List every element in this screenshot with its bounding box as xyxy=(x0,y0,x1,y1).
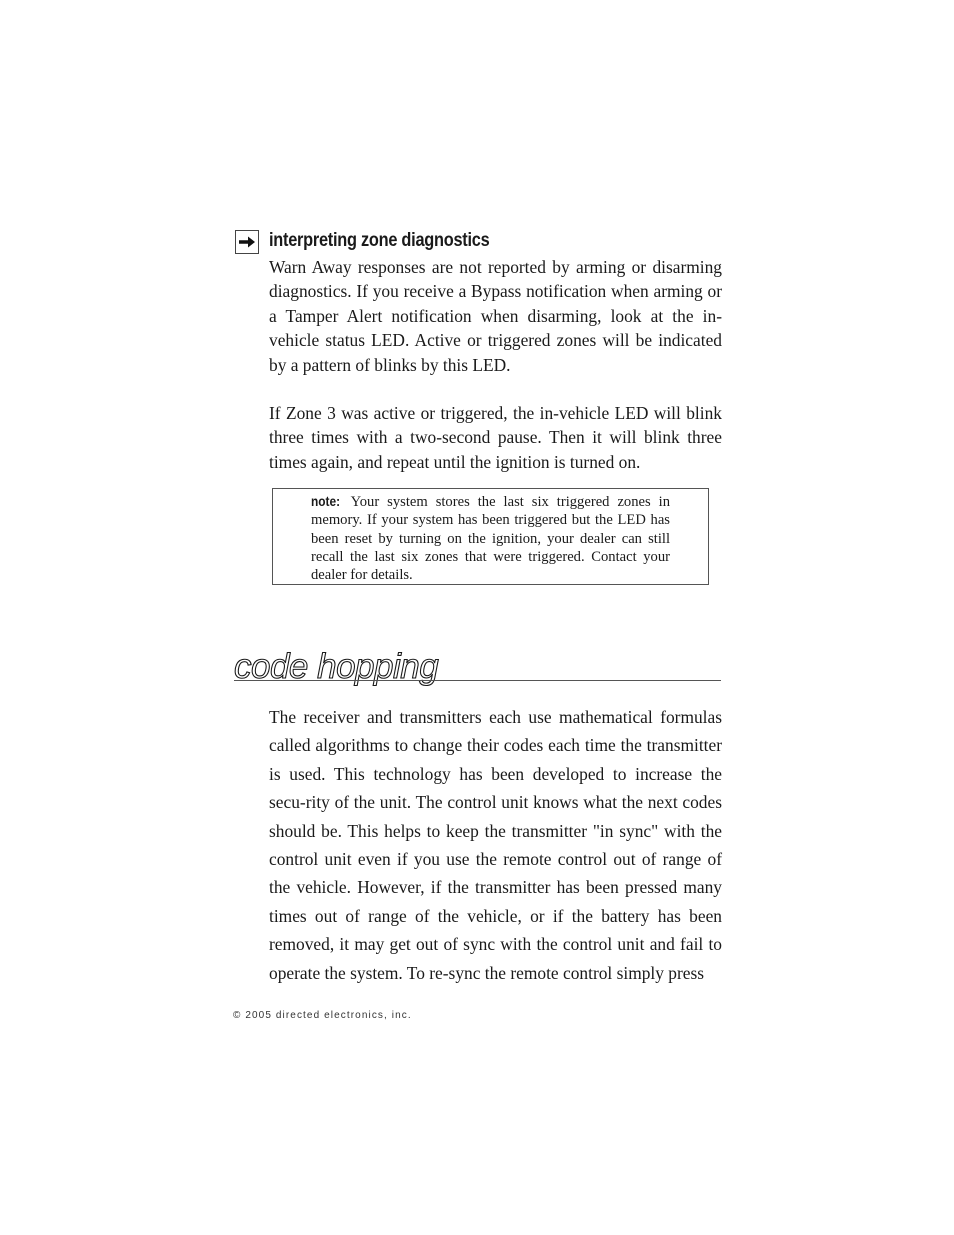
paragraph-zone-3: If Zone 3 was active or triggered, the in-vehicle LED will blink three times with a two-second pause. Then it will blink three times again, and repeat until the ignition is turned on. xyxy=(269,403,722,472)
paragraph-code-hopping: The receiver and transmitters each use mathematical formulas called algorithms to change their codes each time the transmitter is used. This technology has been developed to increase the secu-rity of the unit. The control unit knows what the next codes should be. This helps to keep the transmitter "in sync" with the control unit even if you use the remote control out of range of the vehicle. However, if the transmitter has been pressed many times out of range of the vehicle, or if the battery has been removed, it may get out of sync with the control unit and fail to operate the system. To re-sync the remote control simply press xyxy=(269,707,722,983)
section-header xyxy=(235,228,725,256)
note-box xyxy=(272,488,709,585)
code-hopping-heading: code hopping xyxy=(234,647,439,686)
heading-divider xyxy=(234,680,721,681)
section-title: interpreting zone diagnostics xyxy=(269,230,490,251)
paragraph-warn-away: Warn Away responses are not reported by arming or disarming diagnostics. If you receive a Bypass notification when arming or a Tamper Alert notification when disarming, look at the in-vehicle status LED. Active or triggered zones will be indicated by a pattern of blinks by this LED. xyxy=(269,257,722,375)
note-label: note: xyxy=(311,493,341,509)
copyright-footer: © 2005 directed electronics, inc. xyxy=(233,1010,412,1021)
arrow-right-icon xyxy=(235,230,259,254)
note-text: Your system stores the last six triggered zones in memory. If your system has been triggered but the LED has been reset by turning on the ignition, your dealer can still recall the last six zones that were triggered. Contact your dealer for details. xyxy=(311,494,671,584)
note-content xyxy=(311,492,670,584)
